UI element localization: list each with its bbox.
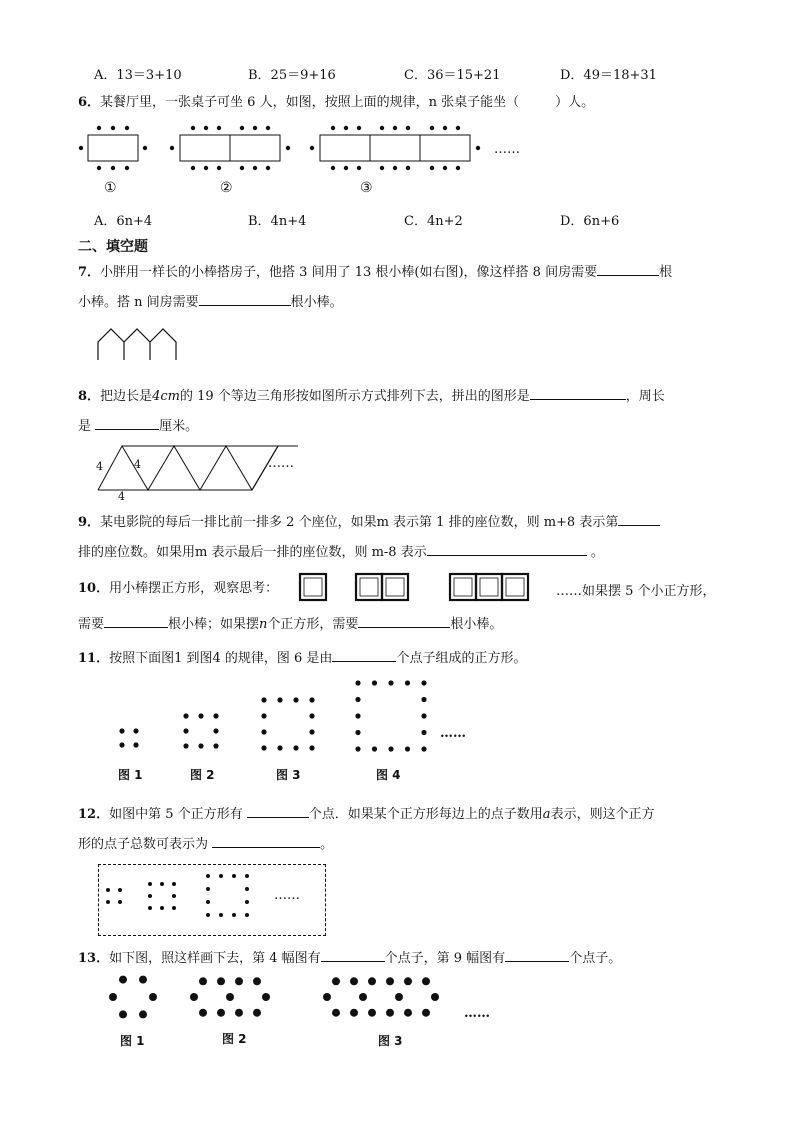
q13-dot bbox=[253, 977, 261, 985]
q13-dot bbox=[139, 976, 147, 984]
q13-dot bbox=[149, 993, 157, 1001]
q11-ellipsis: …… bbox=[440, 726, 466, 741]
q13-dot bbox=[139, 1010, 147, 1018]
q8-line-2: 是 厘米。 bbox=[78, 416, 198, 436]
q13-dot bbox=[235, 1009, 243, 1017]
q13-dot bbox=[368, 977, 376, 985]
q12-line-1: 12．如图中第 5 个正方形有 个点．如果某个正方形每边上的点子数用a表示，则这个正方 bbox=[78, 804, 655, 824]
q13-dot bbox=[395, 993, 403, 1001]
q8-fig-side-inner: 4 bbox=[134, 458, 141, 471]
q13-dot bbox=[235, 977, 243, 985]
q10-line-1-left: 10．用小棒摆正方形，观察思考： bbox=[78, 581, 279, 596]
q10-line-1-right: ……如果摆 5 个小正方形， bbox=[556, 584, 716, 599]
q7-line-2: 小棒。搭 n 间房需要 根小棒。 bbox=[78, 292, 343, 312]
q13-dot bbox=[431, 993, 439, 1001]
q13-dot bbox=[226, 993, 234, 1001]
q5-option-b: B．25＝9+16 bbox=[248, 68, 336, 83]
q8-ellipsis: …… bbox=[268, 456, 294, 471]
q13-dot bbox=[386, 1009, 394, 1017]
q13-ellipsis: …… bbox=[464, 1006, 490, 1021]
q13-dot bbox=[404, 977, 412, 985]
q11-fig-label-4: 图 4 bbox=[376, 768, 401, 782]
q7-number: 7． bbox=[78, 265, 101, 280]
q12-line-2: 形的点子总数可表示为 。 bbox=[78, 834, 333, 854]
q10-line-2: 需要 根小棒；如果摆n个正方形，需要 根小棒。 bbox=[78, 614, 502, 634]
q6-option-b: B．4n+4 bbox=[248, 214, 307, 229]
q13-dot bbox=[386, 977, 394, 985]
q13-dot bbox=[332, 977, 340, 985]
q5-option-c: C．36＝15+21 bbox=[404, 68, 501, 83]
q6-number: 6． bbox=[78, 95, 101, 110]
q13-fig-label-3: 图 3 bbox=[378, 1034, 403, 1048]
q13-dot bbox=[422, 977, 430, 985]
q13-dot bbox=[404, 1009, 412, 1017]
q11-fig-label-1: 图 1 bbox=[118, 768, 143, 782]
q6-fig-label-3: ③ bbox=[360, 180, 373, 196]
q13-dot bbox=[350, 1009, 358, 1017]
q13-dot bbox=[368, 1009, 376, 1017]
q13-dot bbox=[253, 1009, 261, 1017]
q12-ellipsis: …… bbox=[274, 888, 300, 903]
q13-number: 13． bbox=[78, 951, 110, 966]
q6-option-a: A．6n+4 bbox=[94, 214, 153, 229]
q11-fig-label-2: 图 2 bbox=[190, 768, 215, 782]
q13-dot bbox=[119, 1010, 127, 1018]
q9-number: 9． bbox=[78, 515, 101, 530]
q13-dot bbox=[190, 993, 198, 1001]
q6-fig-label-2: ② bbox=[220, 180, 233, 196]
q13-fig-label-1: 图 1 bbox=[120, 1034, 145, 1048]
q13-dot bbox=[422, 1009, 430, 1017]
q8-line-1: 8．把边长是4cm的 19 个等边三角形按如图所示方式排列下去，拼出的图形是 ，周长 bbox=[78, 386, 665, 406]
q9-line-2: 排的座位数。如果用m 表示最后一排的座位数，则 m-8 表示 。 bbox=[78, 542, 604, 562]
q6-question: 6．某餐厅里，一张桌子可坐 6 人，如图，按照上面的规律，n 张桌子能坐（ ）人。 bbox=[78, 95, 595, 110]
q10-number: 10． bbox=[78, 581, 110, 596]
q6-option-c: C．4n+2 bbox=[404, 214, 463, 229]
q12-number: 12． bbox=[78, 807, 110, 822]
q13-dot bbox=[217, 1009, 225, 1017]
q13-dot bbox=[323, 993, 331, 1001]
q11-line-1: 11．按照下面图1 到图4 的规律，图 6 是由 个点子组成的正方形。 bbox=[78, 648, 526, 668]
q9-line-1: 9．某电影院的每后一排比前一排多 2 个座位，如果m 表示第 1 排的座位数，则 m+8 表示第 bbox=[78, 512, 660, 532]
q13-fig-label-2: 图 2 bbox=[222, 1032, 247, 1046]
q13-dot bbox=[199, 977, 207, 985]
q6-fig-label-1: ① bbox=[104, 180, 117, 196]
q5-option-a: A．13＝3+10 bbox=[94, 68, 182, 83]
q13-dot bbox=[217, 977, 225, 985]
q13-dot bbox=[332, 1009, 340, 1017]
q8-fig-side-left: 4 bbox=[96, 460, 103, 473]
q13-dot bbox=[350, 977, 358, 985]
q6-ellipsis: …… bbox=[494, 142, 520, 157]
q13-dot bbox=[199, 1009, 207, 1017]
q8-number: 8． bbox=[78, 389, 101, 404]
q13-dot bbox=[262, 993, 270, 1001]
q5-option-d: D．49＝18+31 bbox=[560, 68, 657, 83]
q11-number: 11． bbox=[78, 651, 110, 666]
q13-dot bbox=[359, 993, 367, 1001]
q13-dot bbox=[109, 993, 117, 1001]
q8-fig-side-bottom: 4 bbox=[118, 490, 125, 503]
q7-line-1: 7．小胖用一样长的小棒搭房子，他搭 3 间用了 13 根小棒(如右图)，像这样搭 8 间房需要 根 bbox=[78, 262, 672, 282]
q11-fig-label-3: 图 3 bbox=[276, 768, 301, 782]
q13-line-1: 13．如下图，照这样画下去，第 4 幅图有 个点子，第 9 幅图有 个点子。 bbox=[78, 948, 621, 968]
section-title: 二、填空题 bbox=[78, 239, 148, 255]
q6-option-d: D．6n+6 bbox=[560, 214, 620, 229]
q13-dot bbox=[119, 976, 127, 984]
